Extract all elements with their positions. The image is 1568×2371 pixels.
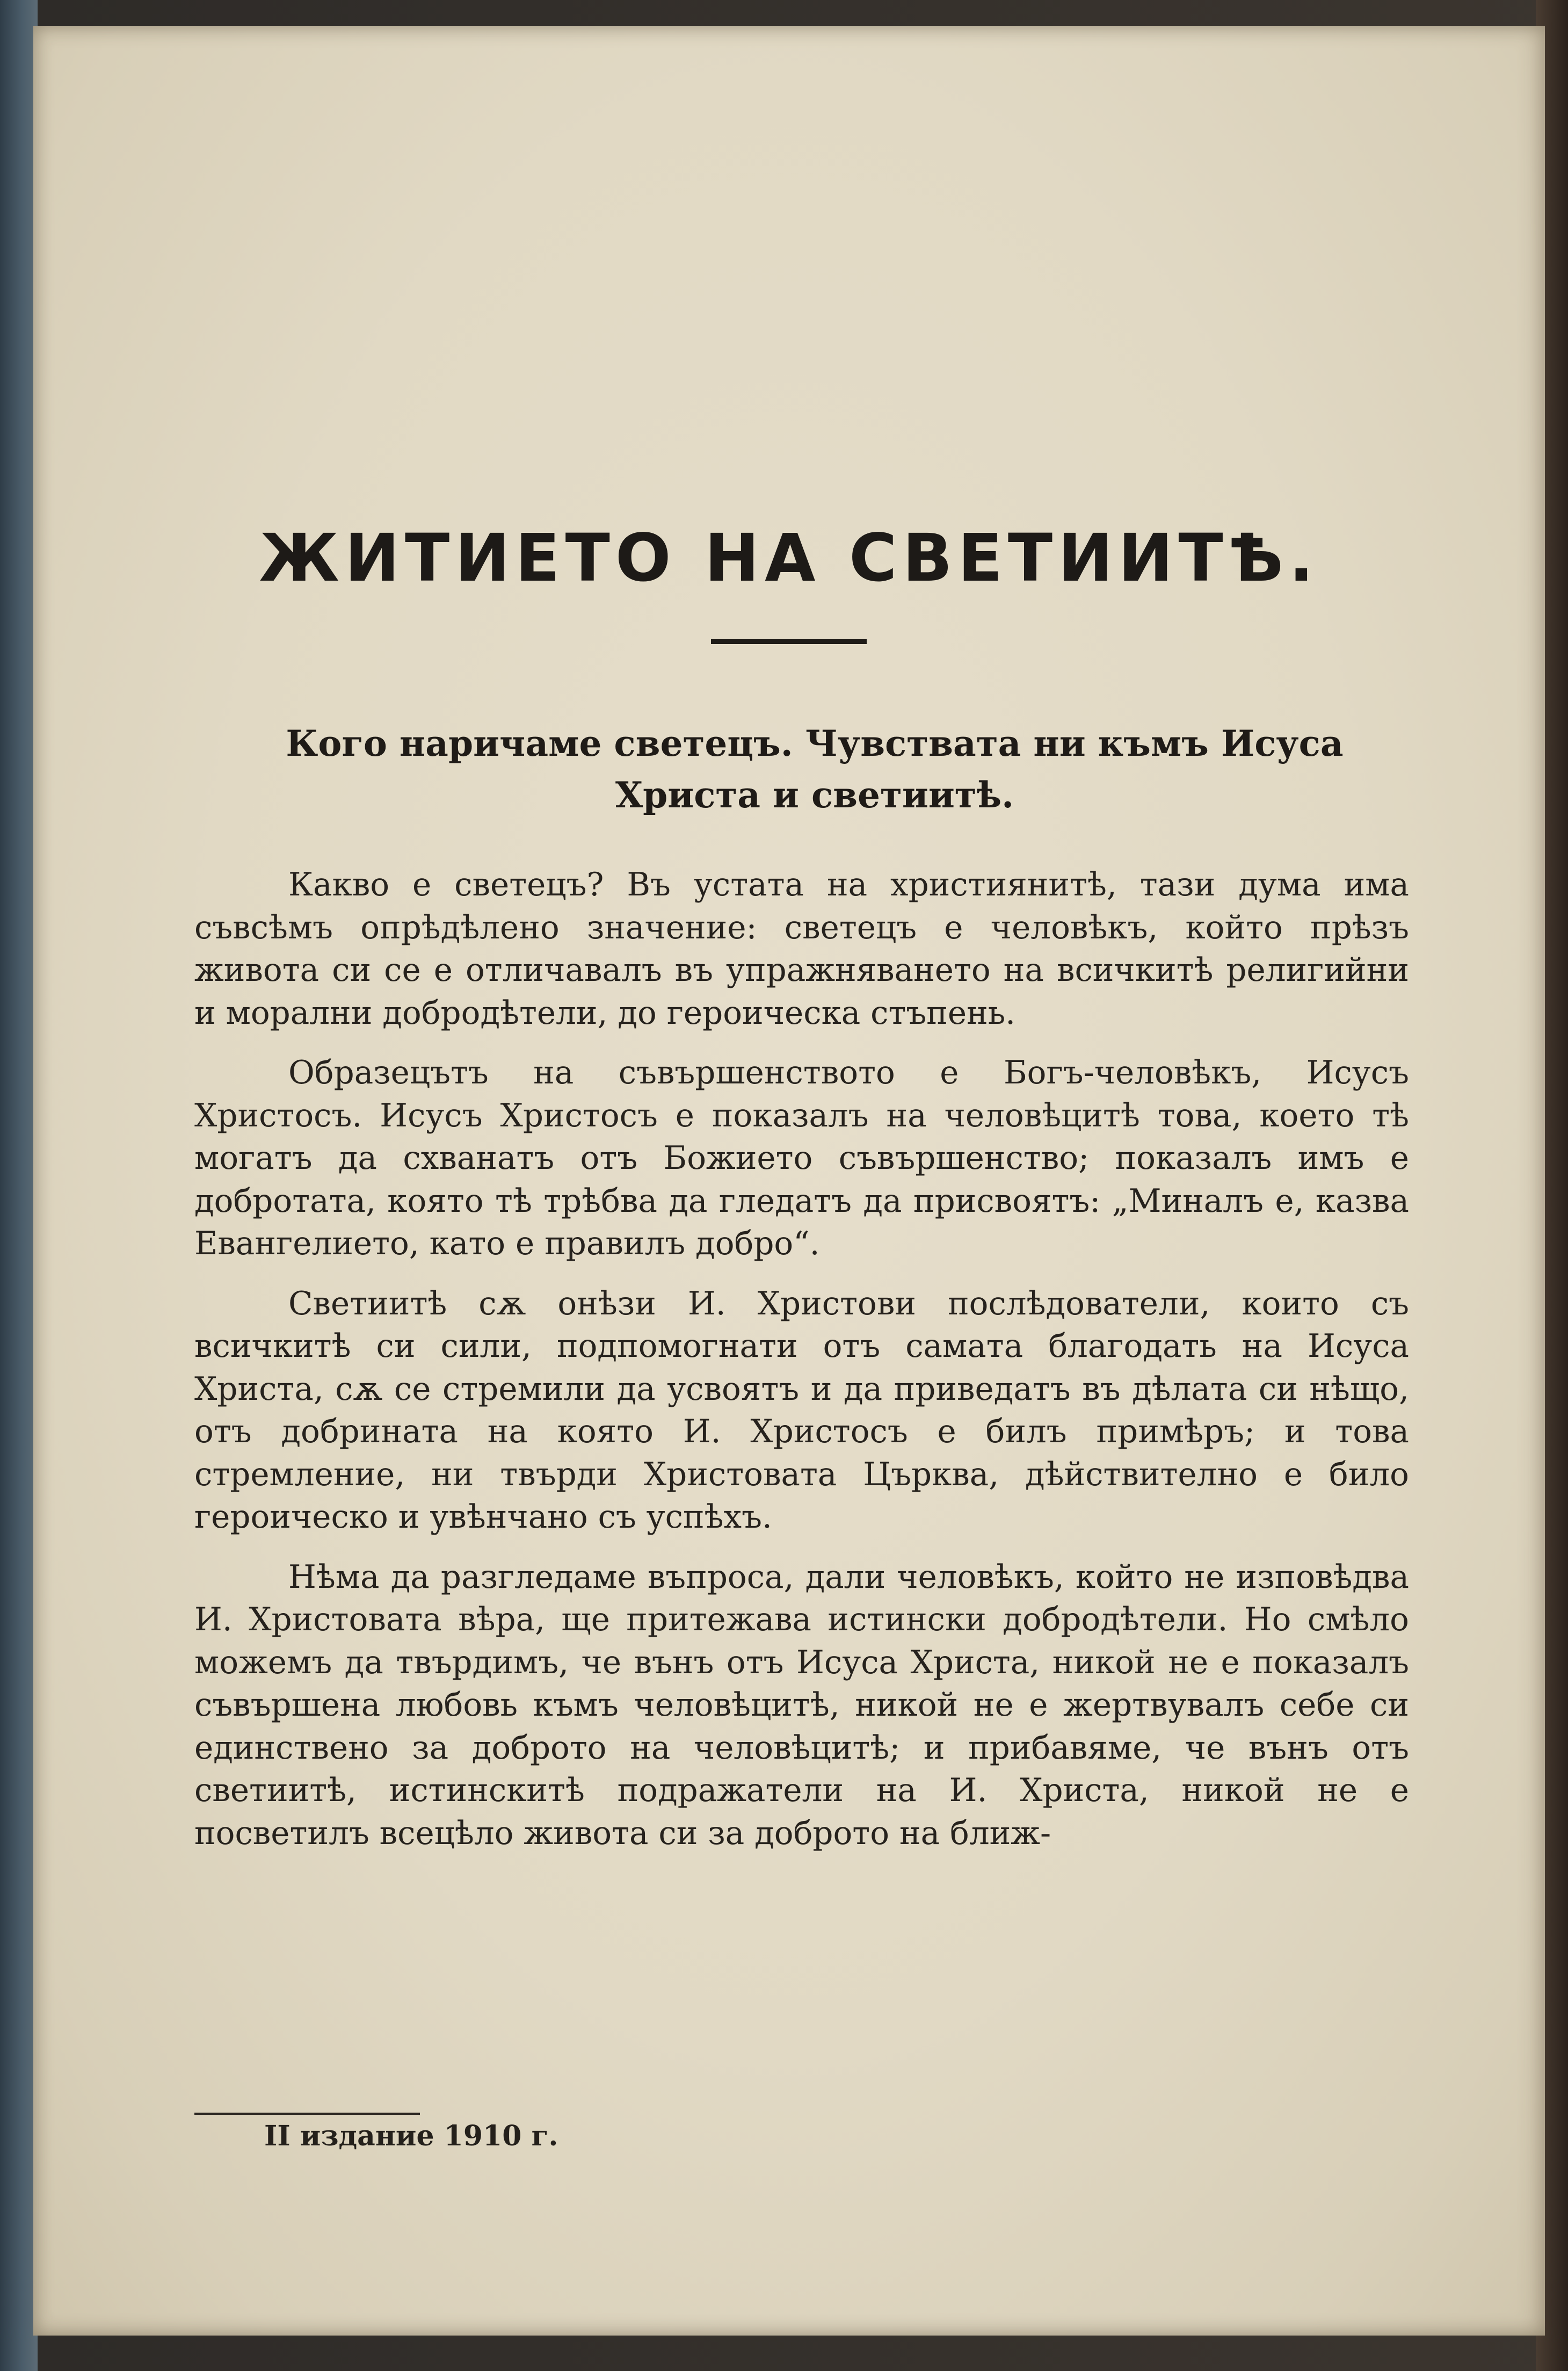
footnote-divider: [194, 2113, 420, 2115]
paragraph-4: Нѣма да разгледаме въпроса, дали человѣкъ, който не изповѣдва И. Христовата вѣра, ще притежава истински добродѣтели. Но смѣло можемъ да твърдимъ, че вънъ отъ Исуса Христа, никой не е показалъ съвършена любовь къмъ человѣцитѣ, никой не е жертвувалъ себе си единствено за доброто на человѣцитѣ; и прибавяме, че вънъ отъ светиитѣ, истинскитѣ подражатели на И. Христа, никой не е посветилъ всецѣло живота си за доброто на ближ-: [194, 1558, 1409, 1852]
paragraph-3: Светиитѣ сѫ онѣзи И. Христови послѣдователи, които съ всичкитѣ си сили, подпомогнати отъ самата благодать на Исуса Христа, сѫ се стремили да усвоятъ и да приведатъ въ дѣлата си нѣщо, отъ добрината на която И. Христосъ е билъ примѣръ; и това стремление, ни твърди Христовата Църква, дѣйствително е било героическо и увѣнчано съ успѣхъ.: [194, 1285, 1409, 1536]
book-cover-edge-left: [0, 0, 38, 2371]
page-title: ЖИТИЕТО НА СВЕТИИТѢ.: [259, 520, 1319, 596]
paragraph-2: Образецътъ на съвършенството е Богъ-человѣкъ, Исусъ Христосъ. Исусъ Христосъ е показалъ на человѣцитѣ това, което тѣ могатъ да схванатъ отъ Божието съвършенство; показалъ имъ е добротата, която тѣ трѣбва да гледатъ да присвоятъ: „Миналъ е, казва Евангелието, като е правилъ добро“.: [194, 1054, 1409, 1262]
body-text: [194, 864, 1409, 1872]
book-page: [33, 26, 1545, 2336]
footnote: II издание 1910 г.: [264, 2120, 558, 2152]
chapter-heading: Кого наричаме светецъ. Чувствата ни къмъ Исуса Христа и светиитѣ.: [286, 722, 1344, 816]
paragraph-1: Какво е светецъ? Въ устата на християнитѣ, тази дума има съвсѣмъ опрѣдѣлено значение: светецъ е человѣкъ, който прѣзъ живота си се е отличавалъ въ упражняването на всичкитѣ религийни и морални добродѣтели, до героическа стъпень.: [194, 866, 1409, 1032]
title-divider: [711, 639, 867, 644]
